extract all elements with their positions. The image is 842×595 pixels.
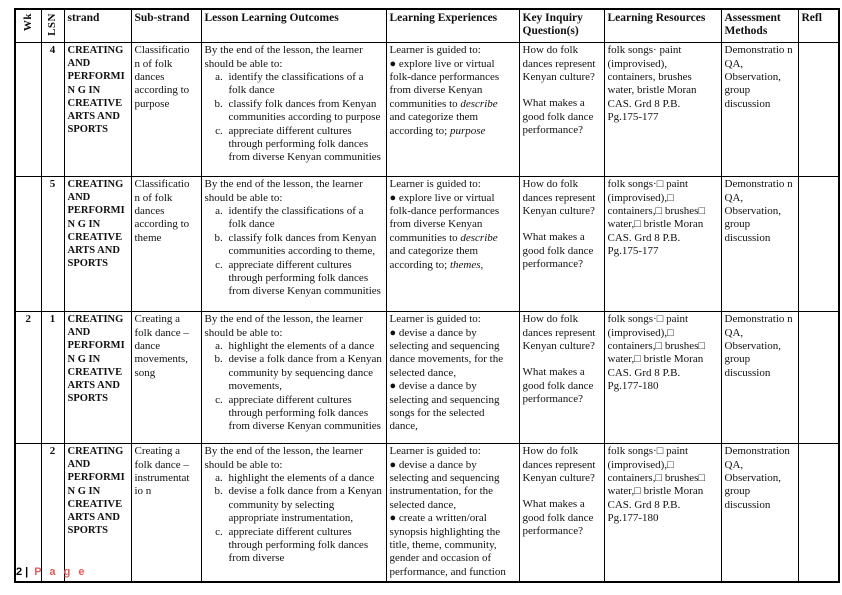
outcome-item: c. appreciate different cultures through performing folk dances from diverse Kenyan communities (226, 259, 383, 299)
cell-lsn: 1 (41, 312, 64, 444)
table-row (15, 444, 839, 583)
outcome-item: b. devise a folk dance from a Kenyan community by sequencing dance movements, (226, 353, 383, 393)
cell-key-inquiry (519, 444, 604, 583)
cell-assessment: Demonstratio n QA, Observation, group discussion (721, 312, 798, 444)
col-header-wk (15, 9, 41, 43)
cell-assessment: Demonstratio n QA, Observation, group discussion (721, 177, 798, 312)
cell-strand: CREATING AND PERFORMIN G IN CREATIVE ARTS AND SPORTS (64, 43, 131, 177)
cell-refl (798, 177, 839, 312)
experiences-bullet: ● devise a dance by selecting and sequencing instrumentation, for the selected dance, (389, 458, 500, 511)
cell-refl (798, 43, 839, 177)
outcomes-list (205, 205, 383, 299)
cell-key-inquiry (519, 312, 604, 444)
key-inquiry-q2: What makes a good folk dance performance? (522, 97, 594, 137)
footer-separator: | (25, 566, 29, 578)
col-header-lsn-label: LSN (46, 13, 59, 36)
key-inquiry-q1: How do folk dances represent Kenyan culture? (522, 44, 596, 83)
cell-sub-strand: Classificatio n of folk dances according to purpose (131, 43, 201, 177)
col-header-resources: Learning Resources (604, 9, 721, 43)
experiences-bullet: ● devise a dance by selecting and sequencing dance movements, for the selected dance, (389, 326, 504, 379)
outcome-item: b. classify folk dances from Kenyan communities according to purpose (226, 98, 383, 125)
cell-sub-strand: Creating a folk dance – instrumentat io n (131, 444, 201, 583)
cell-wk: 2 (15, 312, 41, 444)
page-label: P a g e (34, 566, 87, 578)
key-inquiry-q2: What makes a good folk dance performance? (522, 498, 594, 538)
cell-key-inquiry (519, 43, 604, 177)
outcome-item: b. classify folk dances from Kenyan communities according to theme, (226, 232, 383, 259)
page-number: 2 (16, 566, 23, 578)
col-header-strand: strand (64, 9, 131, 43)
bullet-text: ● explore live or virtual folk-dance performances from diverse Kenyan communities to (389, 191, 500, 244)
cell-resources: folk songs·□ paint (improvised),□ containers,□ brushes□ water,□ bristle Moran CAS. Grd 8 P.B. Pg.177-180 (604, 444, 721, 583)
cell-wk (15, 444, 41, 583)
page-footer (16, 566, 87, 578)
outcomes-intro: By the end of the lesson, the learner should be able to: (204, 44, 363, 70)
experiences-intro: Learner is guided to: (389, 178, 481, 191)
experiences-intro: Learner is guided to: (389, 44, 481, 57)
col-header-wk-label: Wk (21, 13, 34, 32)
cell-sub-strand: Classificatio n of folk dances according to theme (131, 177, 201, 312)
italic-term: describe (460, 97, 498, 110)
cell-wk (15, 177, 41, 312)
col-header-outcomes: Lesson Learning Outcomes (201, 9, 386, 43)
cell-sub-strand: Creating a folk dance – dance movements, song (131, 312, 201, 444)
key-inquiry-q1: How do folk dances represent Kenyan culture? (522, 445, 596, 484)
col-header-experiences: Learning Experiences (386, 9, 519, 43)
cell-assessment: Demonstration QA, Observation, group discussion (721, 444, 798, 583)
cell-strand: CREATING AND PERFORMIN G IN CREATIVE ARTS AND SPORTS (64, 312, 131, 444)
cell-key-inquiry (519, 177, 604, 312)
cell-assessment: Demonstratio n QA, Observation, group discussion (721, 43, 798, 177)
cell-outcomes (201, 444, 386, 583)
cell-outcomes (201, 177, 386, 312)
col-header-assessment: Assessment Methods (721, 9, 798, 43)
col-header-key-inquiry: Key Inquiry Question(s) (519, 9, 604, 43)
italic-term: purpose (449, 124, 486, 137)
bullet-text: ● explore live or virtual folk-dance performances from diverse Kenyan communities to (389, 57, 500, 110)
outcomes-intro: By the end of the lesson, the learner should be able to: (204, 313, 363, 339)
outcomes-list (205, 340, 383, 434)
cell-experiences (386, 444, 519, 583)
cell-experiences (386, 177, 519, 312)
key-inquiry-q2: What makes a good folk dance performance? (522, 231, 594, 271)
key-inquiry-q2: What makes a good folk dance performance? (522, 366, 594, 406)
table-row (15, 312, 839, 444)
cell-experiences (386, 312, 519, 444)
bullet-text: and categorize them according to; (389, 245, 479, 271)
cell-outcomes (201, 43, 386, 177)
outcomes-intro: By the end of the lesson, the learner should be able to: (204, 178, 363, 204)
experiences-bullet: ● devise a dance by selecting and sequencing songs for the selected dance, (389, 380, 500, 433)
key-inquiry-q1: How do folk dances represent Kenyan culture? (522, 178, 596, 217)
experiences-bullet (390, 192, 516, 272)
cell-wk (15, 43, 41, 177)
outcome-item: b. devise a folk dance from a Kenyan community by selecting appropriate instrumentation, (226, 485, 383, 525)
cell-refl (798, 444, 839, 583)
outcome-item: a. identify the classifications of a folk dance (226, 71, 383, 98)
outcome-item: a. identify the classifications of a folk dance (226, 205, 383, 232)
col-header-sub-strand: Sub-strand (131, 9, 201, 43)
outcomes-list (205, 472, 383, 566)
experiences-bullet: ● create a written/oral synopsis highlighting the title, theme, community, gender and occasion of performance, and function (389, 512, 506, 578)
col-header-refl: Refl (798, 9, 839, 43)
cell-outcomes (201, 312, 386, 444)
cell-lsn: 2 (41, 444, 64, 583)
bullet-text: and categorize them according to; (389, 111, 479, 137)
cell-resources: folk songs·□ paint (improvised),□ containers,□ brushes□ water,□ bristle Moran CAS. Grd 8 P.B. Pg.177-180 (604, 312, 721, 444)
scheme-of-work-table (14, 8, 840, 583)
header-row (15, 9, 839, 43)
cell-refl (798, 312, 839, 444)
key-inquiry-q1: How do folk dances represent Kenyan culture? (522, 313, 596, 352)
outcome-item: c. appreciate different cultures through performing folk dances from diverse (226, 526, 383, 566)
cell-resources: folk songs·□ paint (improvised),□ containers,□ brushes□ water,□ bristle Moran CAS. Grd 8 P.B. Pg.175-177 (604, 177, 721, 312)
outcome-item: c. appreciate different cultures through performing folk dances from diverse Kenyan communities (226, 394, 383, 434)
experiences-intro: Learner is guided to: (389, 313, 481, 326)
italic-term: themes, (449, 258, 484, 271)
experiences-intro: Learner is guided to: (389, 445, 481, 458)
outcome-item: a. highlight the elements of a dance (226, 340, 383, 353)
cell-resources: folk songs· paint (improvised), containers, brushes water, bristle Moran CAS. Grd 8 P.B. Pg.175-177 (604, 43, 721, 177)
cell-strand: CREATING AND PERFORMIN G IN CREATIVE ARTS AND SPORTS (64, 177, 131, 312)
table-row (15, 43, 839, 177)
outcomes-list (205, 71, 383, 165)
cell-experiences (386, 43, 519, 177)
outcomes-intro: By the end of the lesson, the learner should be able to: (204, 445, 363, 471)
cell-strand: CREATING AND PERFORMIN G IN CREATIVE ARTS AND SPORTS (64, 444, 131, 583)
cell-lsn: 5 (41, 177, 64, 312)
table-row (15, 177, 839, 312)
outcome-item: a. highlight the elements of a dance (226, 472, 383, 485)
italic-term: describe (460, 231, 498, 244)
cell-lsn: 4 (41, 43, 64, 177)
outcome-item: c. appreciate different cultures through performing folk dances from diverse Kenyan communities (226, 125, 383, 165)
experiences-bullet (390, 58, 516, 138)
col-header-lsn (41, 9, 64, 43)
